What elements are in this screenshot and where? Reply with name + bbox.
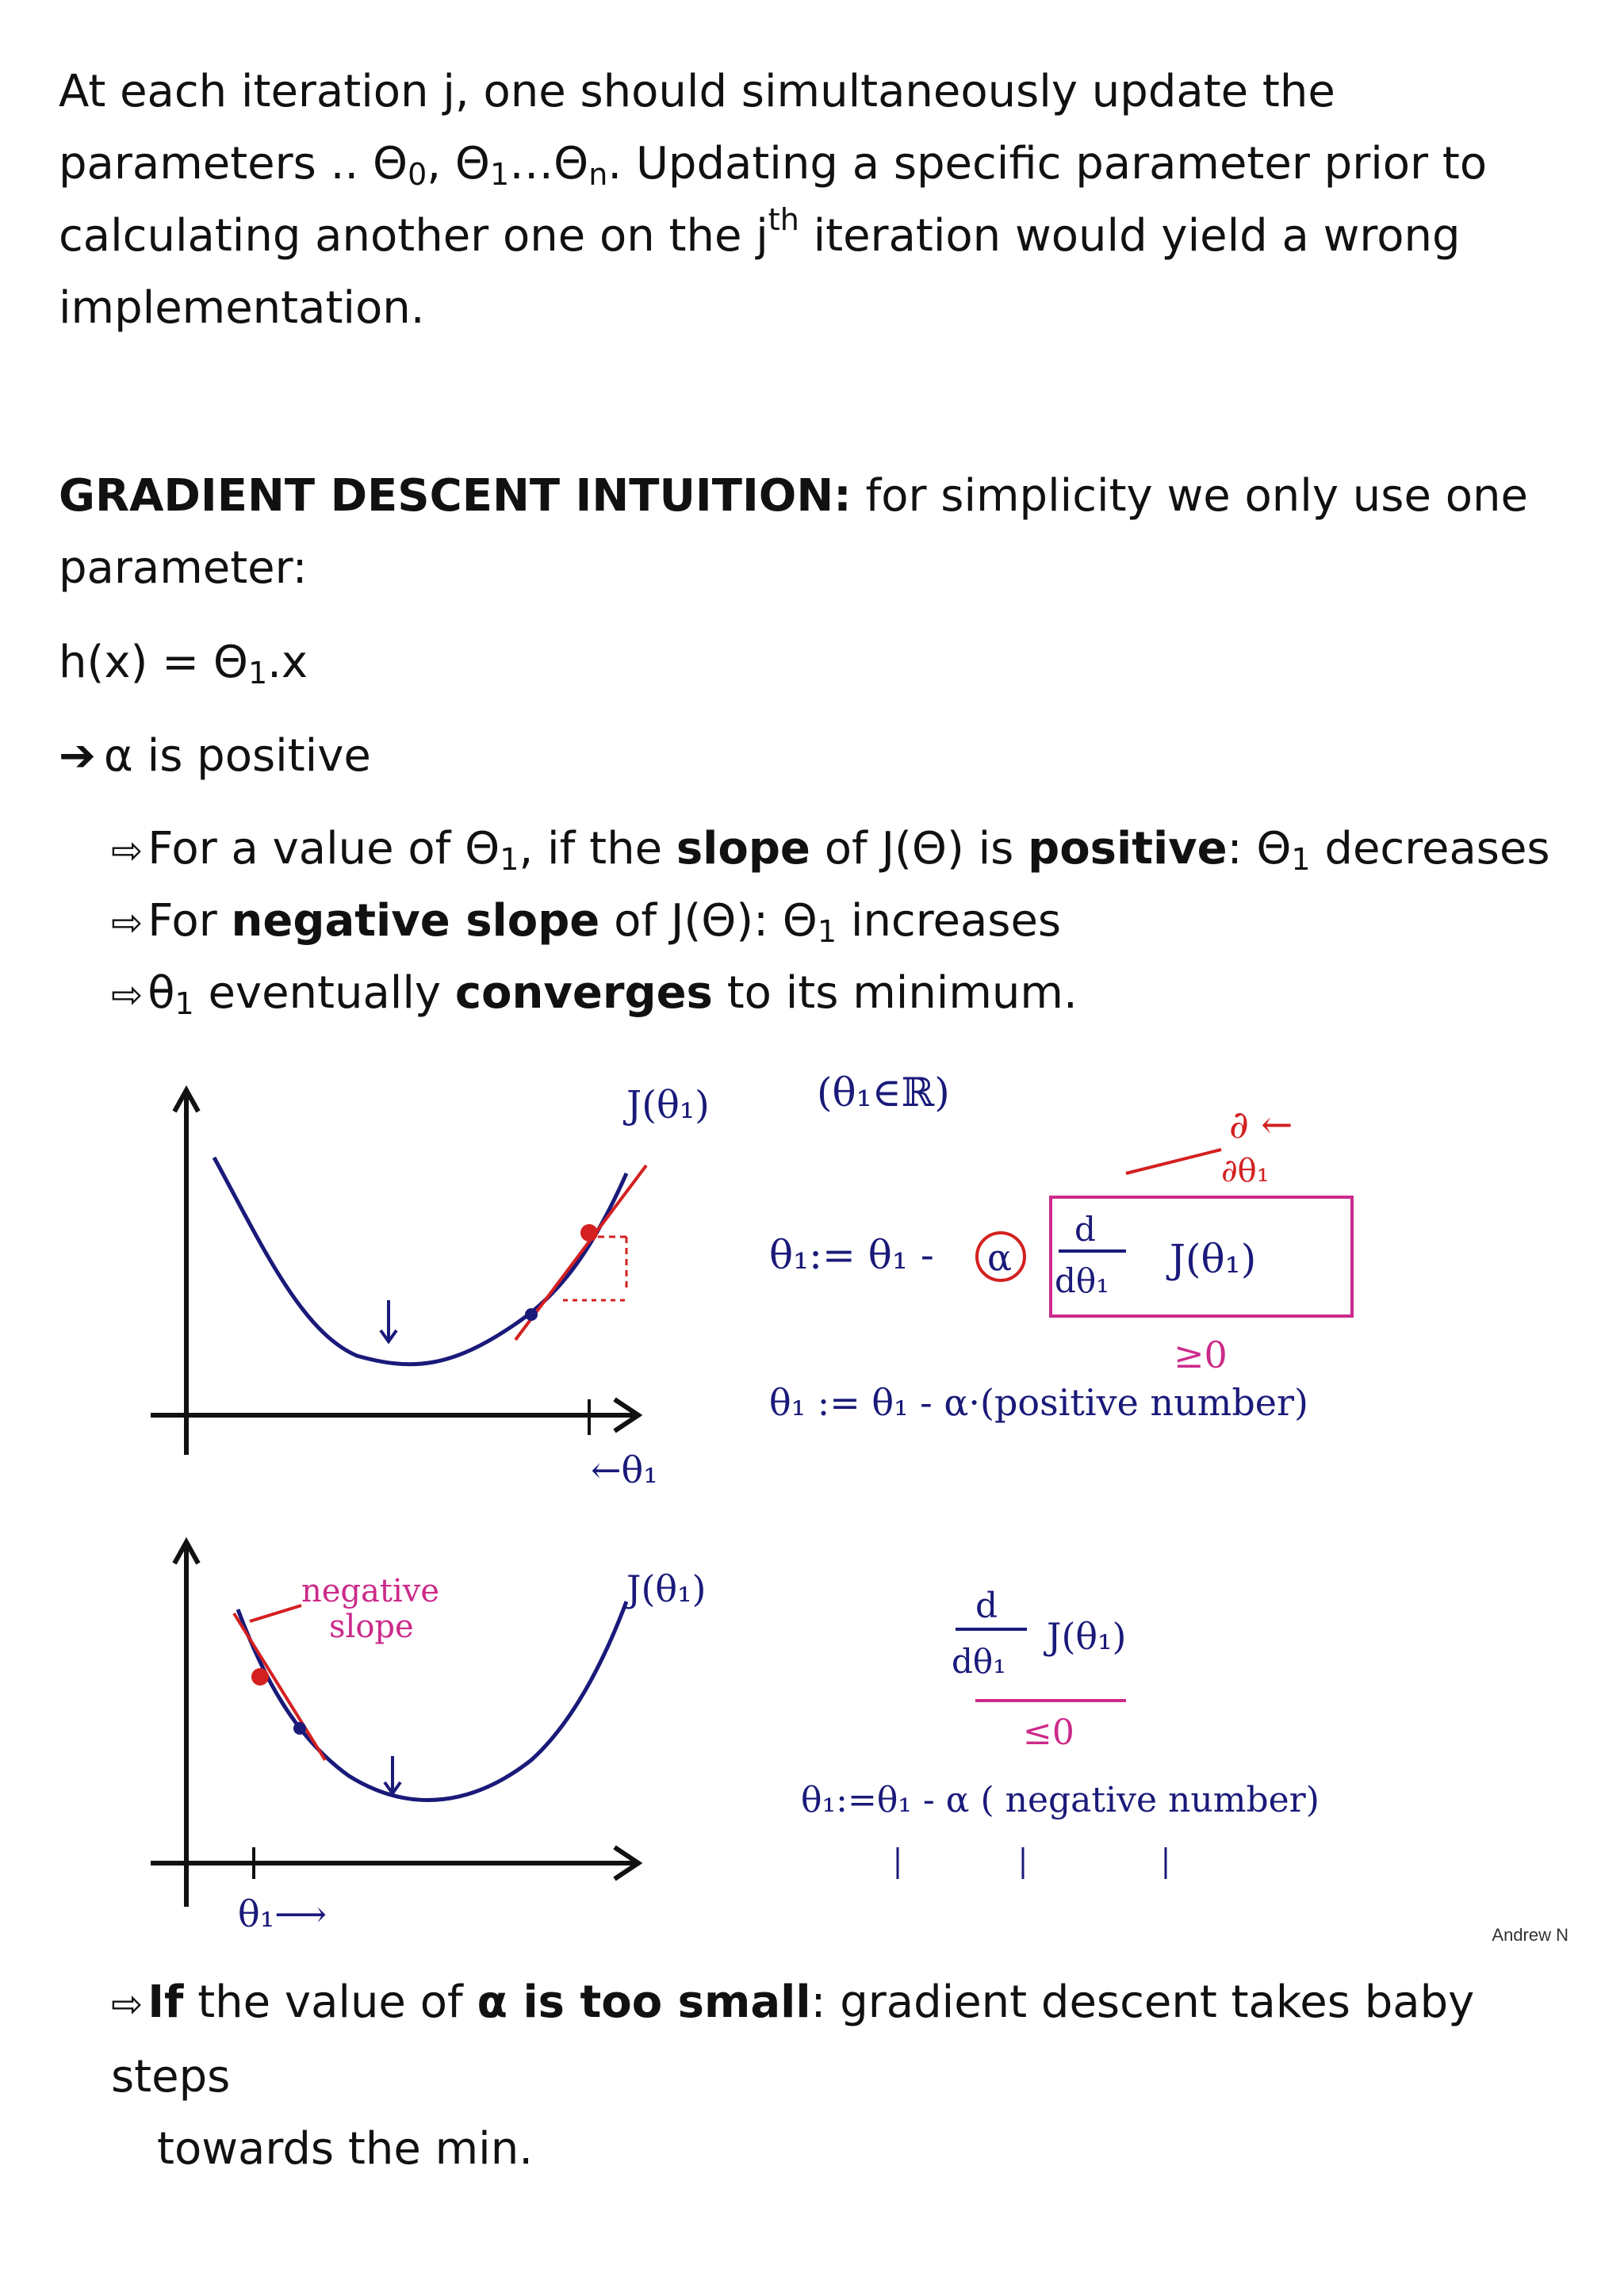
text-span: for simplicity we only use one: [851, 470, 1528, 522]
fraction-denominator: dθ₁: [952, 1642, 1007, 1681]
text-span: For a value of Θ: [147, 823, 500, 874]
text-span: α is positive: [103, 730, 371, 782]
intuition-paragraph: [59, 460, 1565, 604]
subscript: 1: [817, 914, 837, 949]
bullet-alpha-small: [111, 1966, 1570, 2185]
nonpos-annotation: ≤0: [1023, 1712, 1074, 1753]
text-line: towards the min.: [157, 2123, 534, 2175]
superscript: th: [768, 202, 799, 237]
hypothesis-formula: [59, 626, 1565, 698]
text-span: of J(Θ) is: [810, 823, 1028, 874]
text-span: the value of: [183, 1976, 477, 2028]
text-line: implementation.: [59, 282, 425, 334]
right-arrow-icon: ➔: [59, 730, 96, 782]
subscript: 1: [174, 986, 194, 1021]
nonneg-annotation: ≥0: [1174, 1334, 1228, 1376]
partial-annotation: ∂ ←: [1229, 1103, 1293, 1147]
theta-axis-label: ←θ₁: [591, 1448, 658, 1491]
alpha-symbol: α: [987, 1236, 1013, 1279]
paragraph-intro: [59, 55, 1565, 344]
top-equations: [769, 1103, 1352, 1424]
update-rule: θ₁:= θ₁ -: [769, 1232, 934, 1278]
cost-curve: [214, 1158, 626, 1364]
text-span: eventually: [193, 967, 455, 1019]
bold-text: slope: [676, 823, 810, 874]
bold-text: If: [147, 1976, 184, 2028]
text-span: : Θ: [1227, 823, 1292, 874]
annotation-pointer: [1126, 1150, 1221, 1173]
subscript: 1: [247, 656, 268, 691]
positive-update-rule: θ₁ := θ₁ - α·(positive number): [769, 1381, 1308, 1424]
text-span: iteration would yield a wrong: [799, 210, 1461, 262]
current-point: [580, 1224, 598, 1242]
slope-annotation: slope: [329, 1609, 414, 1645]
bottom-plot: [151, 1542, 706, 1935]
text-span: . Updating a specific parameter prior to: [607, 138, 1488, 189]
cost-label: J(θ₁): [626, 1083, 710, 1127]
top-plot: [151, 1070, 950, 1491]
formula-text: .x: [267, 637, 308, 688]
subscript: 0: [408, 157, 427, 192]
lecture-slide-sketch: [119, 1062, 1546, 1942]
hollow-arrow-icon: ⇨: [111, 901, 144, 945]
cost-function: J(θ₁): [1047, 1615, 1127, 1658]
formula-text: h(x) = Θ: [59, 637, 248, 688]
fraction-numerator: d: [975, 1586, 998, 1626]
hollow-arrow-icon: ⇨: [111, 973, 144, 1017]
negative-annotation: negative: [301, 1573, 440, 1609]
cost-function: J(θ₁): [1170, 1236, 1257, 1282]
bold-text: α is too small: [477, 1976, 811, 2028]
text-span: , if the: [519, 823, 676, 874]
bold-text: positive: [1028, 823, 1228, 874]
text-line: At each iteration j, one should simultaneously update the: [59, 66, 1335, 117]
partial-annotation-den: ∂θ₁: [1221, 1153, 1270, 1189]
subscript: 1: [1291, 842, 1311, 877]
text-span: For: [147, 895, 232, 947]
bullet-converges: [111, 957, 1586, 1031]
text-span: parameters .. Θ: [59, 138, 408, 189]
text-span: …Θ: [509, 138, 589, 189]
hollow-arrow-icon: ⇨: [111, 1982, 144, 2026]
subscript: n: [588, 157, 608, 192]
text-span: increases: [837, 895, 1062, 947]
domain-label: (θ₁∈ℝ): [817, 1070, 950, 1115]
subscript: 1: [489, 157, 510, 192]
slide-credit: Andrew N: [1492, 1925, 1568, 1945]
bottom-equations: [801, 1586, 1320, 1879]
next-point: [525, 1308, 538, 1321]
tangent-line: [234, 1613, 325, 1760]
bullet-negative-slope: [111, 885, 1586, 959]
cost-label: J(θ₁): [626, 1567, 707, 1610]
text-span: : gradient descent takes baby steps: [111, 1976, 1475, 2103]
bullet-positive-slope: [111, 813, 1586, 887]
text-span: to its minimum.: [712, 967, 1078, 1019]
cost-curve: [238, 1601, 626, 1800]
text-span: θ: [147, 967, 175, 1019]
text-span: of J(Θ): Θ: [599, 895, 818, 947]
text-span: decreases: [1310, 823, 1550, 874]
next-point: [293, 1722, 306, 1735]
fraction-numerator: d: [1074, 1210, 1096, 1249]
alpha-positive-line: [59, 720, 1565, 792]
text-line: parameter:: [59, 542, 308, 594]
bold-text: negative slope: [231, 895, 600, 947]
bold-text: converges: [454, 967, 713, 1019]
annotation-pointer: [250, 1605, 301, 1621]
current-point: [251, 1668, 269, 1686]
hollow-arrow-icon: ⇨: [111, 828, 144, 873]
section-heading: GRADIENT DESCENT INTUITION:: [59, 470, 852, 522]
subscript: 1: [500, 842, 519, 877]
negative-update-rule: θ₁:=θ₁ - α ( negative number): [801, 1780, 1320, 1820]
text-span: calculating another one on the j: [59, 210, 768, 262]
fraction-denominator: dθ₁: [1055, 1261, 1110, 1300]
text-span: , Θ: [427, 138, 490, 189]
theta-axis-label: θ₁⟶: [238, 1892, 327, 1935]
